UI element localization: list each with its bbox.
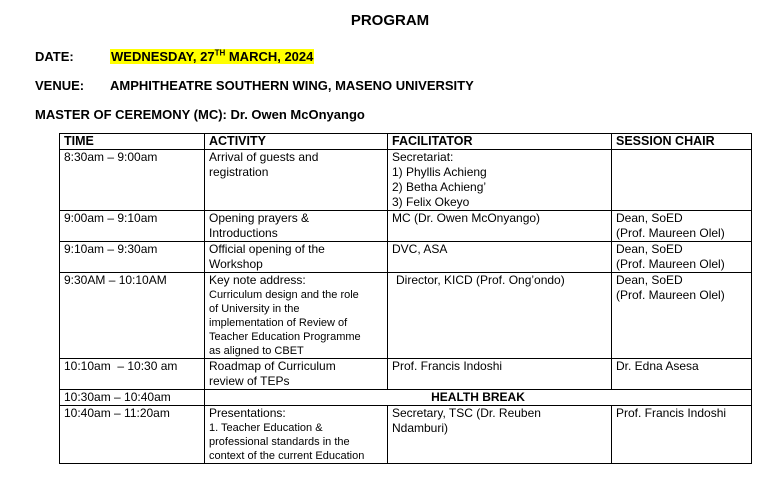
table-row bbox=[60, 359, 752, 390]
time-cell: 9:10am – 9:30am bbox=[60, 242, 205, 273]
chair-cell: Dean, SoED (Prof. Maureen Olel) bbox=[612, 242, 752, 273]
time-cell: 8:30am – 9:00am bbox=[60, 150, 205, 211]
chair-cell bbox=[612, 150, 752, 211]
health-break-cell: HEALTH BREAK bbox=[205, 390, 752, 406]
time-cell: 9:30AM – 10:10AM bbox=[60, 273, 205, 359]
chair-cell: Dean, SoED (Prof. Maureen Olel) bbox=[612, 273, 752, 359]
document-title: PROGRAM bbox=[350, 12, 430, 29]
header-activity: ACTIVITY bbox=[205, 134, 388, 150]
mc-line: MASTER OF CEREMONY (MC): Dr. Owen McOnyango bbox=[35, 107, 365, 122]
table-row-break bbox=[60, 390, 752, 406]
header-session-chair: SESSION CHAIR bbox=[612, 134, 752, 150]
date-value: WEDNESDAY, 27TH MARCH, 2024 bbox=[111, 48, 314, 64]
activity-cell: Opening prayers & Introductions bbox=[205, 211, 388, 242]
date-label: DATE: bbox=[35, 49, 74, 64]
time-cell: 10:10am – 10:30 am bbox=[60, 359, 205, 390]
table-header-row bbox=[60, 134, 752, 150]
chair-cell: Dean, SoED (Prof. Maureen Olel) bbox=[612, 211, 752, 242]
activity-cell: Roadmap of Curriculum review of TEPs bbox=[205, 359, 388, 390]
activity-cell: Official opening of the Workshop bbox=[205, 242, 388, 273]
time-cell: 10:40am – 11:20am bbox=[60, 406, 205, 464]
venue-value: AMPHITHEATRE SOUTHERN WING, MASENO UNIVERSITY bbox=[110, 78, 474, 93]
table-row bbox=[60, 406, 752, 464]
date-line bbox=[35, 49, 314, 64]
facilitator-cell: Director, KICD (Prof. Ong’ondo) bbox=[388, 273, 612, 359]
table-row bbox=[60, 273, 752, 359]
table-row bbox=[60, 150, 752, 211]
header-time: TIME bbox=[60, 134, 205, 150]
facilitator-cell: DVC, ASA bbox=[388, 242, 612, 273]
facilitator-cell: MC (Dr. Owen McOnyango) bbox=[388, 211, 612, 242]
table-row bbox=[60, 211, 752, 242]
venue-line bbox=[35, 78, 474, 93]
chair-cell: Dr. Edna Asesa bbox=[612, 359, 752, 390]
activity-cell: Key note address: Curriculum design and the role of University in the implementation of Review of Teacher Education Programme as aligned to CBET bbox=[205, 273, 388, 359]
time-cell: 10:30am – 10:40am bbox=[60, 390, 205, 406]
activity-cell: Arrival of guests and registration bbox=[205, 150, 388, 211]
facilitator-cell: Secretariat: 1) Phyllis Achieng 2) Betha Achieng’ 3) Felix Okeyo bbox=[388, 150, 612, 211]
table-row bbox=[60, 242, 752, 273]
time-cell: 9:00am – 9:10am bbox=[60, 211, 205, 242]
facilitator-cell: Secretary, TSC (Dr. Reuben Ndamburi) bbox=[388, 406, 612, 464]
venue-label: VENUE: bbox=[35, 78, 85, 93]
chair-cell: Prof. Francis Indoshi bbox=[612, 406, 752, 464]
facilitator-cell: Prof. Francis Indoshi bbox=[388, 359, 612, 390]
program-table bbox=[59, 133, 752, 464]
header-facilitator: FACILITATOR bbox=[388, 134, 612, 150]
activity-cell: Presentations: 1. Teacher Education & professional standards in the context of the current Education bbox=[205, 406, 388, 464]
